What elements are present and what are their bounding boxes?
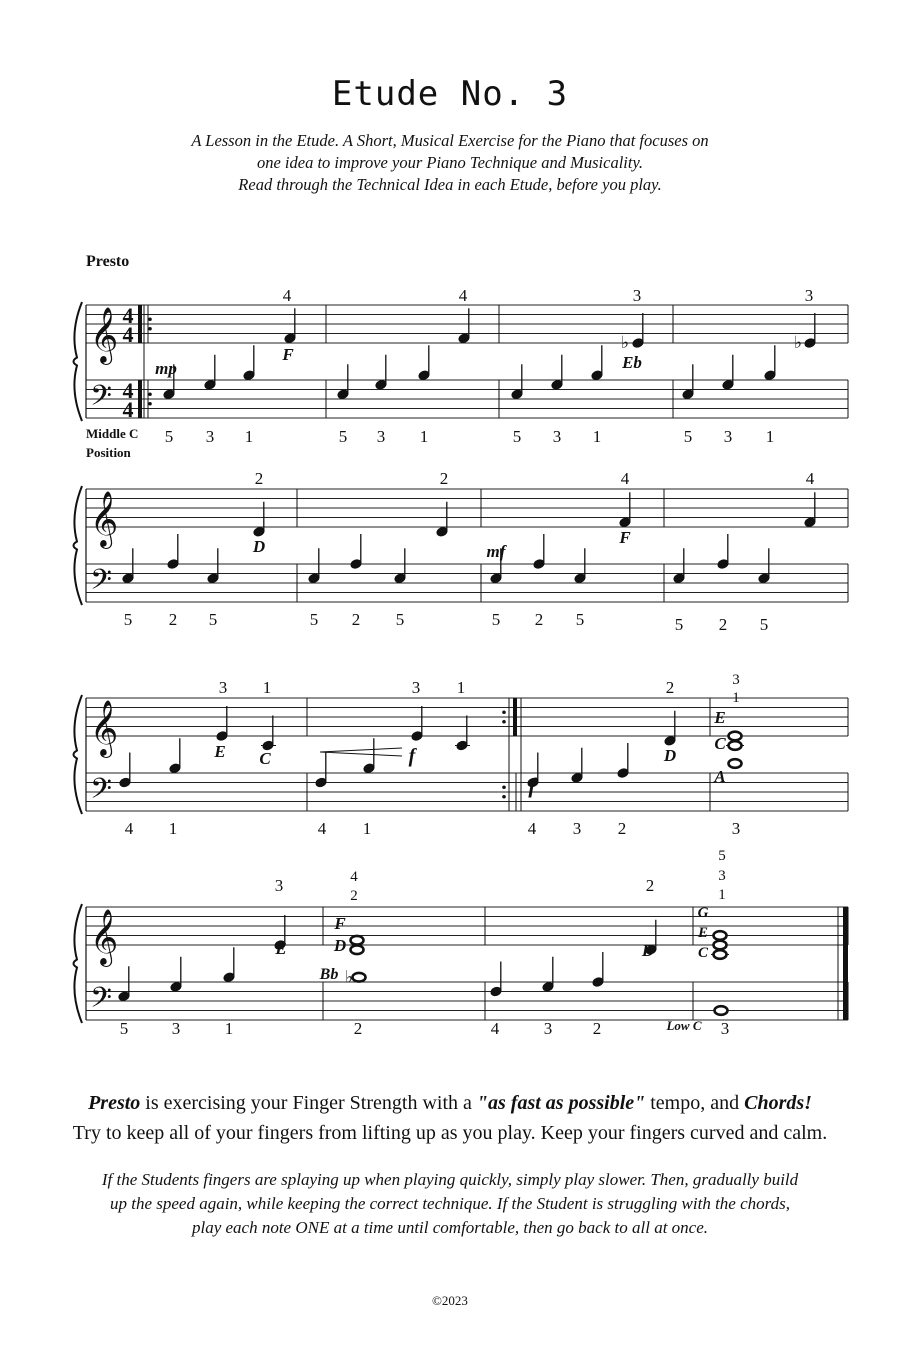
whole-note [351, 936, 364, 945]
repeat-thick-bar [138, 380, 142, 418]
repeat-thick-bar [138, 305, 142, 343]
fingering: 3 [376, 427, 386, 446]
fingering: 1 [224, 1019, 234, 1038]
fingering: 1 [168, 819, 178, 838]
teacher-note-line-2: up the speed again, while keeping the correct technique. If the Student is struggling with the chords, [109, 1194, 791, 1213]
teacher-note-line-3: play each note ONE at a time until comfortable, then go back to all at once. [191, 1218, 709, 1237]
grand-staff-brace [74, 486, 83, 605]
fingering: 5 [164, 427, 174, 446]
intro-line-1: A Lesson in the Etude. A Short, Musical Exercise for the Piano that focuses on [191, 131, 709, 150]
fingering: 2 [617, 819, 627, 838]
position-label-line-1: Middle C [86, 426, 139, 441]
whole-note [729, 732, 742, 741]
fingering: 4 [490, 1019, 500, 1038]
whole-note [714, 941, 727, 950]
fingering: 5 [674, 615, 684, 634]
fingering: 5 [208, 610, 218, 629]
repeat-dot [148, 317, 152, 321]
bass-clef-icon: 𝄢 [90, 565, 112, 603]
fingering: 2 [534, 610, 544, 629]
whole-note [715, 1006, 728, 1015]
copyright: ©2023 [432, 1293, 468, 1308]
time-signature-top: 4 [122, 303, 134, 328]
treble-clef-icon: 𝄞 [89, 702, 119, 755]
time-signature-bottom: 4 [122, 397, 134, 422]
presto-explanation [0, 1088, 900, 1148]
fingering: 3 [552, 427, 562, 446]
note-name: C [259, 749, 271, 768]
fingering: 1 [765, 427, 775, 446]
fingering: 2 [351, 610, 361, 629]
fingering: 5 [395, 610, 405, 629]
grand-staff-brace [74, 904, 83, 1023]
bass-clef-icon: 𝄢 [90, 774, 112, 812]
fingering: 2 [592, 1019, 602, 1038]
fingering: 5 [309, 610, 319, 629]
fingering: 5 [491, 610, 501, 629]
fingering: 5 [575, 610, 585, 629]
fingering: 5 [338, 427, 348, 446]
repeat-dot [502, 795, 506, 799]
fingering: 3 [205, 427, 215, 446]
time-signature-bottom: 4 [122, 322, 134, 347]
intro-line-2: one idea to improve your Piano Technique and Musicality. [256, 153, 643, 172]
whole-note [351, 945, 364, 954]
fingering: 2 [718, 615, 728, 634]
fingering: 3 [411, 678, 421, 697]
fingering: 2 [168, 610, 178, 629]
note-name: Eb [622, 353, 642, 372]
note-name: F [619, 528, 631, 547]
fingering: 3 [171, 1019, 181, 1038]
bass-clef-icon: 𝄢 [90, 983, 112, 1021]
fingering: 2 [254, 469, 264, 488]
fingering: 3 [804, 286, 814, 305]
fingering: 4 [620, 469, 630, 488]
expl-part-a: is exercising your Finger Strength with a [140, 1092, 477, 1114]
bass-clef-icon: 𝄢 [90, 381, 112, 419]
expl-part-c: tempo, and [645, 1092, 745, 1114]
fingering: 2 [645, 876, 655, 895]
fingering: 1 [362, 819, 372, 838]
fingering: 2 [350, 888, 358, 904]
flat-icon: ♭ [793, 333, 803, 352]
whole-note [714, 931, 727, 940]
fingering: 4 [805, 469, 815, 488]
note-name: A [714, 767, 726, 786]
repeat-dot [502, 720, 506, 724]
low-c-label: Low C [666, 1018, 702, 1033]
time-signature-top: 4 [122, 378, 134, 403]
intro-text [0, 130, 900, 196]
fingering: 3 [274, 876, 284, 895]
position-label-line-2: Position [86, 445, 131, 460]
fingering: 4 [317, 819, 327, 838]
fingering: 5 [683, 427, 693, 446]
repeat-dot [502, 710, 506, 714]
chords-word: Chords! [744, 1092, 812, 1114]
note-name: F [334, 914, 346, 933]
teacher-note [0, 1168, 900, 1240]
fingering: 4 [350, 869, 358, 885]
fingering: 1 [592, 427, 602, 446]
fingering: 2 [665, 678, 675, 697]
fingering: 1 [456, 678, 466, 697]
note-name: D [252, 537, 266, 556]
note-name: D [333, 936, 347, 955]
fingering: 1 [244, 427, 254, 446]
fingering: 3 [572, 819, 582, 838]
fingering: 4 [458, 286, 468, 305]
final-thick-bar [843, 907, 848, 1020]
fingering: 3 [543, 1019, 553, 1038]
fingering: 2 [439, 469, 449, 488]
note-name: E [697, 925, 709, 941]
page-title: Etude No. 3 [331, 74, 569, 114]
whole-note [729, 759, 742, 768]
fingering: 5 [759, 615, 769, 634]
score-root [74, 253, 849, 1038]
note-name: E [214, 742, 226, 761]
fingering: 3 [731, 819, 741, 838]
repeat-dot [148, 327, 152, 331]
intro-line-3: Read through the Technical Idea in each Etude, before you play. [238, 175, 662, 194]
whole-note [714, 950, 727, 959]
treble-clef-icon: 𝄞 [89, 493, 119, 546]
whole-note [729, 741, 742, 750]
fingering: 1 [718, 887, 726, 903]
note-name: G [697, 905, 709, 921]
fingering: 3 [632, 286, 642, 305]
music-score [0, 240, 900, 1040]
note-name: F [282, 345, 294, 364]
crescendo-hairpin [320, 748, 402, 756]
fingering: 5 [512, 427, 522, 446]
note-name: Bb [319, 966, 339, 983]
treble-clef-icon: 𝄞 [89, 911, 119, 964]
fingering: 5 [718, 848, 726, 864]
note-name: E [275, 939, 287, 958]
fingering: 3 [218, 678, 228, 697]
fingering: 4 [282, 286, 292, 305]
note-name: C [697, 945, 709, 961]
teacher-note-line-1: If the Students fingers are splaying up when playing quickly, simply play slower. Then, gradually build [101, 1170, 799, 1189]
fingering: 5 [123, 610, 133, 629]
dynamic-mp: mp [155, 359, 177, 378]
fingering: 4 [527, 819, 537, 838]
fast-phrase: "as fast as possible" [476, 1092, 646, 1114]
flat-icon: ♭ [344, 967, 354, 987]
expl-line-2: Try to keep all of your fingers from lifting up as you play. Keep your fingers curved and calm. [72, 1122, 828, 1144]
tempo-marking: Presto [86, 253, 130, 270]
note-name: E [714, 708, 726, 727]
fingering: 2 [353, 1019, 363, 1038]
dynamic-f: f [408, 745, 416, 767]
fingering: 1 [262, 678, 272, 697]
dynamic-mf: mf [486, 542, 506, 561]
grand-staff-brace [74, 695, 83, 814]
presto-word: Presto [88, 1092, 141, 1114]
fingering: 3 [723, 427, 733, 446]
flat-icon: ♭ [620, 333, 630, 352]
repeat-dot [148, 392, 152, 396]
fingering: 3 [732, 672, 740, 688]
treble-clef-icon: 𝄞 [89, 309, 119, 362]
fingering: 1 [732, 690, 740, 706]
repeat-thick-bar [513, 698, 517, 736]
whole-note [353, 973, 366, 982]
grand-staff-brace [74, 302, 83, 421]
fingering: 4 [124, 819, 134, 838]
fingering: 1 [419, 427, 429, 446]
fingering: 3 [720, 1019, 730, 1038]
fingering: 5 [119, 1019, 129, 1038]
repeat-dot [148, 402, 152, 406]
fingering: 3 [718, 868, 726, 884]
note-name: D [663, 746, 677, 765]
note-name: D [641, 941, 655, 960]
note-name: C [714, 734, 726, 753]
repeat-dot [502, 785, 506, 789]
